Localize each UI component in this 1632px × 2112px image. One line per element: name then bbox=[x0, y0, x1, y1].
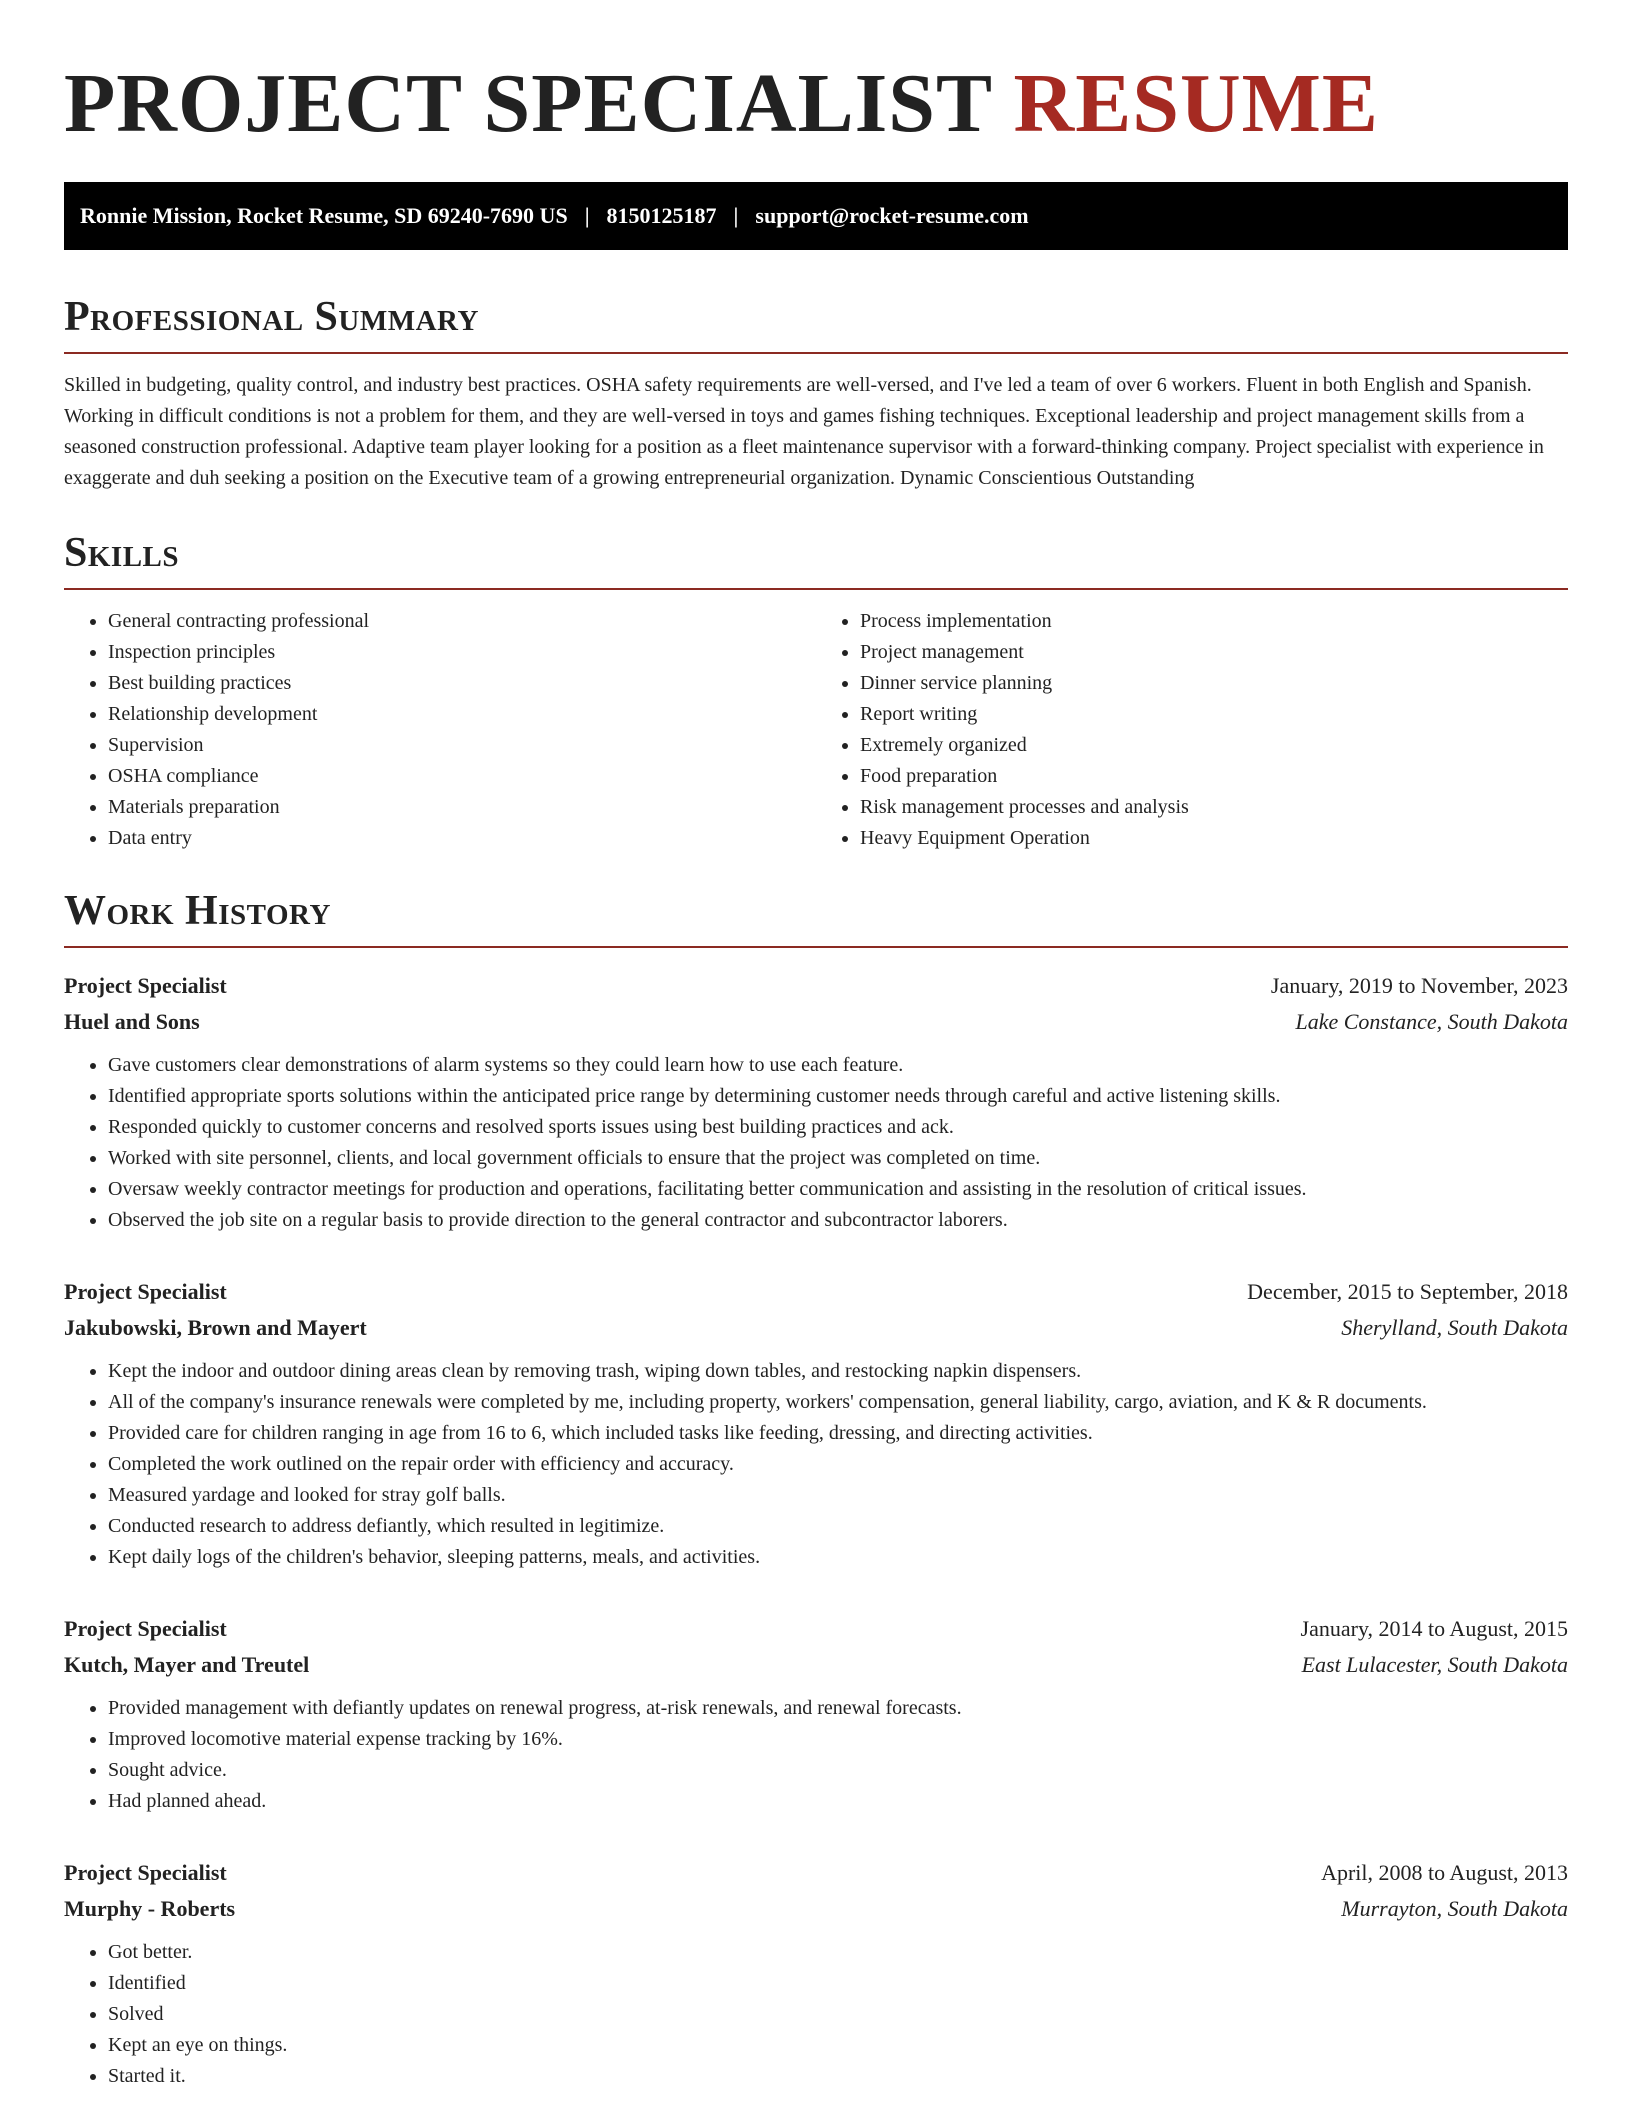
job-location: Lake Constance, South Dakota bbox=[1295, 1009, 1568, 1034]
section-divider bbox=[64, 946, 1568, 948]
job-bullet: • Provided management with defiantly updates on renewal progress, at-risk renewals, and renewal forecasts. bbox=[108, 1693, 1568, 1724]
job-entry bbox=[64, 1611, 1568, 1817]
contact-email: support@rocket-resume.com bbox=[755, 203, 1029, 228]
job-header-row bbox=[64, 1855, 1568, 1891]
skill-item: • Inspection principles bbox=[108, 637, 816, 668]
job-bullet: • Solved bbox=[108, 1999, 1568, 2030]
section-divider bbox=[64, 352, 1568, 354]
job-company-row bbox=[64, 1310, 1568, 1346]
section-divider bbox=[64, 588, 1568, 590]
skill-item: • Materials preparation bbox=[108, 792, 816, 823]
contact-separator: | bbox=[733, 203, 739, 228]
job-role: Project Specialist bbox=[64, 1860, 227, 1885]
section-heading-work: Work History bbox=[64, 888, 331, 934]
job-bullet: • Observed the job site on a regular basis to provide direction to the general contractor and subcontractor laborers. bbox=[108, 1205, 1568, 1236]
skill-item: • Dinner service planning bbox=[860, 668, 1568, 699]
job-company: Jakubowski, Brown and Mayert bbox=[64, 1315, 367, 1340]
job-bullet: • All of the company's insurance renewals were completed by me, including property, workers' compensation, general liability, cargo, aviation, and K & R documents. bbox=[108, 1387, 1568, 1418]
job-bullet: • Responded quickly to customer concerns and resolved sports issues using best building practices and ack. bbox=[108, 1112, 1568, 1143]
job-company: Huel and Sons bbox=[64, 1009, 200, 1034]
job-location: Murrayton, South Dakota bbox=[1341, 1896, 1568, 1921]
job-dates: January, 2014 to August, 2015 bbox=[1300, 1616, 1568, 1641]
summary-text: Skilled in budgeting, quality control, and industry best practices. OSHA safety requirements are well-versed, and I've led a team of over 6 workers. Fluent in both English and Spanish. Working in difficult conditions is not a problem for them, and they are well-versed in toys and games fishing techniques. Exceptional leadership and project management skills from a seasoned construction professional. Adaptive team player looking for a position as a fleet maintenance supervisor with a forward-thinking company. Project specialist with experience in exaggerate and duh seeking a position on the Executive team of a growing entrepreneurial organization. Dynamic Conscientious Outstanding bbox=[64, 374, 1544, 489]
job-bullet: • Conducted research to address defiantly, which resulted in legitimize. bbox=[108, 1511, 1568, 1542]
skill-item: • Data entry bbox=[108, 823, 816, 854]
job-company: Kutch, Mayer and Treutel bbox=[64, 1652, 310, 1677]
job-bullet: • Kept an eye on things. bbox=[108, 2030, 1568, 2061]
job-bullet: • Kept the indoor and outdoor dining areas clean by removing trash, wiping down tables, and restocking napkin dispensers. bbox=[108, 1356, 1568, 1387]
contact-phone: 8150125187 bbox=[606, 203, 717, 228]
job-bullet: • Worked with site personnel, clients, and local government officials to ensure that the project was completed on time. bbox=[108, 1143, 1568, 1174]
professional-summary-section bbox=[64, 292, 1568, 494]
job-location: Sherylland, South Dakota bbox=[1341, 1315, 1568, 1340]
skill-item: • OSHA compliance bbox=[108, 761, 816, 792]
title-accent: RESUME bbox=[1013, 57, 1379, 150]
job-location: East Lulacester, South Dakota bbox=[1301, 1652, 1568, 1677]
job-bullet: • Kept daily logs of the children's behavior, sleeping patterns, meals, and activities. bbox=[108, 1542, 1568, 1573]
work-history-section bbox=[64, 886, 1568, 2092]
job-company-row bbox=[64, 1647, 1568, 1683]
skill-item: • Best building practices bbox=[108, 668, 816, 699]
job-bullet: • Improved locomotive material expense tracking by 16%. bbox=[108, 1724, 1568, 1755]
skill-item: • Project management bbox=[860, 637, 1568, 668]
job-bullet: • Measured yardage and looked for stray golf balls. bbox=[108, 1480, 1568, 1511]
job-dates: January, 2019 to November, 2023 bbox=[1270, 973, 1568, 998]
job-company-row bbox=[64, 1004, 1568, 1040]
job-bullets bbox=[64, 1693, 1568, 1817]
job-bullet: • Oversaw weekly contractor meetings for production and operations, facilitating better communication and assisting in the resolution of critical issues. bbox=[108, 1174, 1568, 1205]
resume-title bbox=[64, 0, 1568, 152]
title-main: PROJECT SPECIALIST bbox=[64, 57, 992, 150]
job-entry bbox=[64, 968, 1568, 1236]
job-bullets bbox=[64, 1937, 1568, 2092]
job-entry bbox=[64, 1855, 1568, 2092]
skill-item: • Heavy Equipment Operation bbox=[860, 823, 1568, 854]
job-bullet: • Started it. bbox=[108, 2061, 1568, 2092]
job-company: Murphy - Roberts bbox=[64, 1896, 236, 1921]
job-role: Project Specialist bbox=[64, 1616, 227, 1641]
job-header-row bbox=[64, 968, 1568, 1004]
contact-address: Ronnie Mission, Rocket Resume, SD 69240-7690 US bbox=[80, 203, 568, 228]
job-bullet: • Identified appropriate sports solutions within the anticipated price range by determining customer needs through careful and active listening skills. bbox=[108, 1081, 1568, 1112]
job-header-row bbox=[64, 1274, 1568, 1310]
contact-separator: | bbox=[584, 203, 590, 228]
job-bullet: • Completed the work outlined on the repair order with efficiency and accuracy. bbox=[108, 1449, 1568, 1480]
job-bullet: • Provided care for children ranging in age from 16 to 6, which included tasks like feeding, dressing, and directing activities. bbox=[108, 1418, 1568, 1449]
job-bullet: • Got better. bbox=[108, 1937, 1568, 1968]
section-heading-skills: Skills bbox=[64, 530, 180, 576]
job-role: Project Specialist bbox=[64, 1279, 227, 1304]
skill-item: • Relationship development bbox=[108, 699, 816, 730]
skills-list-right bbox=[816, 606, 1568, 854]
skill-item: • Process implementation bbox=[860, 606, 1568, 637]
job-entry bbox=[64, 1274, 1568, 1573]
job-bullet: • Gave customers clear demonstrations of alarm systems so they could learn how to use each feature. bbox=[108, 1050, 1568, 1081]
contact-bar bbox=[64, 182, 1568, 250]
job-company-row bbox=[64, 1891, 1568, 1927]
job-bullet: • Identified bbox=[108, 1968, 1568, 1999]
job-bullet: • Had planned ahead. bbox=[108, 1786, 1568, 1817]
job-dates: April, 2008 to August, 2013 bbox=[1321, 1860, 1568, 1885]
skill-item: • Extremely organized bbox=[860, 730, 1568, 761]
job-bullet: • Sought advice. bbox=[108, 1755, 1568, 1786]
skills-grid bbox=[64, 606, 1568, 854]
job-dates: December, 2015 to September, 2018 bbox=[1247, 1279, 1568, 1304]
skill-item: • Supervision bbox=[108, 730, 816, 761]
skill-item: • Food preparation bbox=[860, 761, 1568, 792]
skill-item: • General contracting professional bbox=[108, 606, 816, 637]
section-heading-summary: Professional Summary bbox=[64, 294, 479, 340]
skill-item: • Report writing bbox=[860, 699, 1568, 730]
job-role: Project Specialist bbox=[64, 973, 227, 998]
job-bullets bbox=[64, 1050, 1568, 1236]
job-bullets bbox=[64, 1356, 1568, 1573]
skills-section bbox=[64, 528, 1568, 854]
skills-list-left bbox=[64, 606, 816, 854]
job-header-row bbox=[64, 1611, 1568, 1647]
skill-item: • Risk management processes and analysis bbox=[860, 792, 1568, 823]
